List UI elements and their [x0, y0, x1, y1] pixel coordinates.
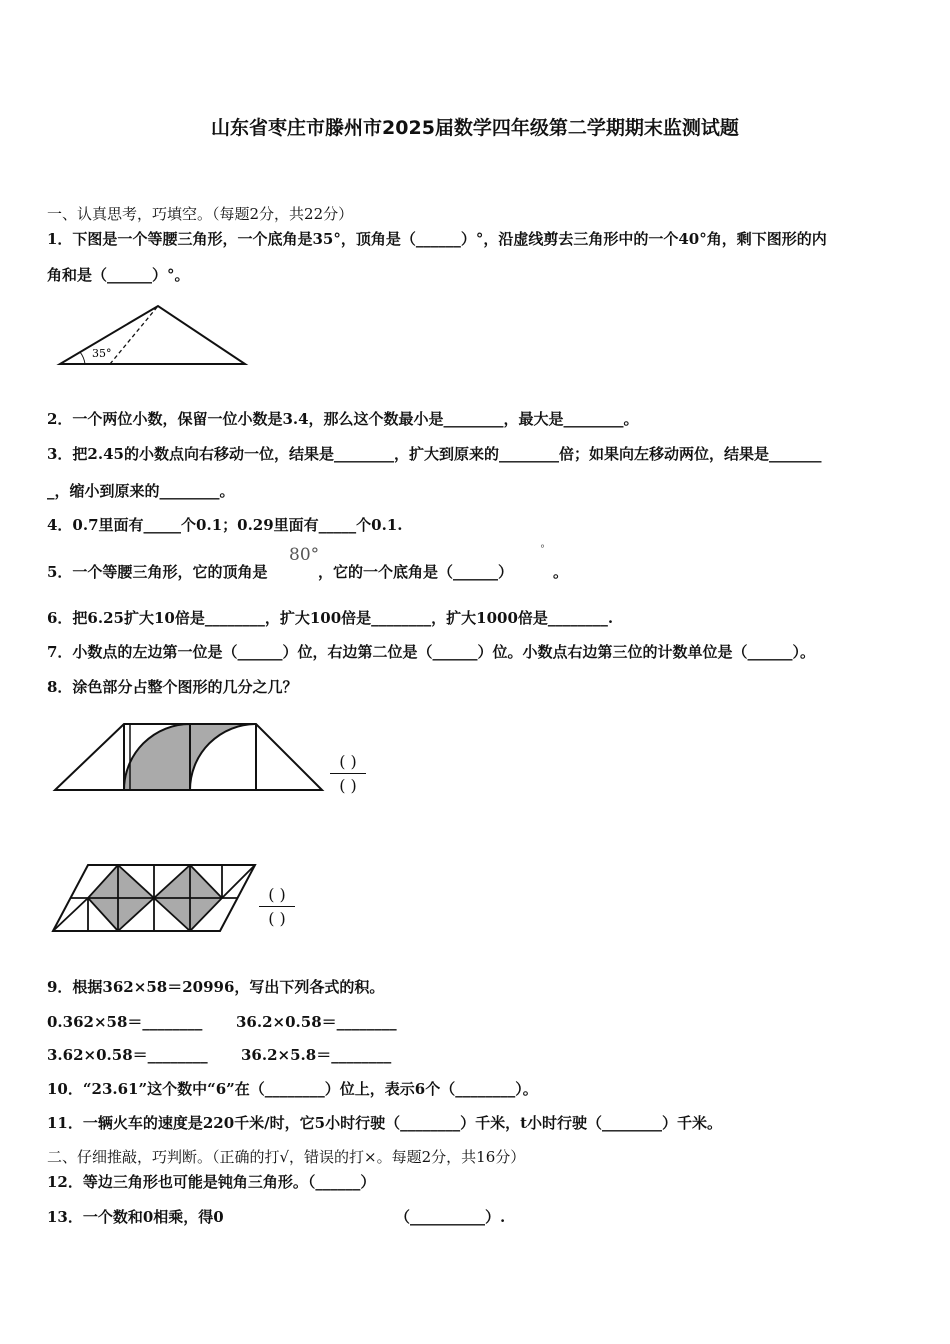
question-1-line-2: 角和是（______）°。 [47, 266, 190, 284]
question-10: 10．“23.61”这个数中“6”在（________）位上，表示6个（________）。 [47, 1080, 538, 1098]
angle-arc [80, 352, 85, 364]
fraction-2-bar [259, 906, 295, 907]
question-3-line-1: 3．把2.45的小数点向右移动一位，结果是________，扩大到原来的________倍；如果向左移动两位，结果是_______ [47, 445, 822, 463]
triangle-outline [60, 306, 245, 364]
fraction-2-denominator: ( ) [268, 909, 286, 928]
question-5-degree: ° [540, 544, 545, 555]
shaded-region-right-fill [190, 724, 256, 790]
angle-label: 35° [92, 347, 112, 360]
question-4: 4．0.7里面有_____个0.1；0.29里面有_____个0.1. [47, 516, 403, 534]
section-1-heading: 一、认真思考，巧填空。（每题2分，共22分） [47, 205, 354, 223]
question-5-angle: 80° [289, 545, 320, 565]
question-5-part-2: ，它的一个底角是（______） [318, 563, 514, 581]
fraction-1-numerator: ( ) [339, 752, 357, 771]
shaded-region-left [124, 724, 190, 790]
isosceles-triangle-figure [55, 302, 255, 372]
question-9-expr-4: 36.2×5.8＝________ [241, 1046, 392, 1064]
trapezoid-figure [52, 718, 327, 793]
question-9-expr-3: 3.62×0.58＝________ [47, 1046, 208, 1064]
fraction-2-numerator: ( ) [268, 885, 286, 904]
d10 [222, 865, 255, 898]
d9 [53, 898, 88, 931]
fraction-1-denominator: ( ) [339, 776, 357, 795]
fraction-1-bar [330, 773, 366, 774]
question-7: 7．小数点的左边第一位是（______）位，右边第二位是（______）位。小数点右边第三位的计数单位是（______）。 [47, 643, 815, 661]
question-5-part-1: 5．一个等腰三角形，它的顶角是 [47, 563, 268, 581]
question-6: 6．把6.25扩大10倍是________，扩大100倍是________，扩大1000倍是________. [47, 609, 614, 627]
section-2-heading: 二、仔细推敲，巧判断。（正确的打√，错误的打×。每题2分，共16分） [47, 1148, 526, 1166]
parallelogram-triangle-figure [50, 862, 265, 937]
question-12: 12．等边三角形也可能是钝角三角形。（______） [47, 1173, 376, 1191]
question-9: 9．根据362×58＝20996，写出下列各式的积。 [47, 978, 385, 996]
fraction-2 [259, 885, 295, 928]
question-5-end: 。 [553, 563, 569, 581]
question-8: 8．涂色部分占整个图形的几分之几？ [47, 678, 298, 696]
question-9-expr-2: 36.2×0.58＝________ [236, 1013, 397, 1031]
question-9-expr-1: 0.362×58＝________ [47, 1013, 203, 1031]
question-3-line-2: _，缩小到原来的________。 [47, 482, 235, 500]
question-13: 13．一个数和0相乘，得0 [47, 1208, 224, 1226]
question-2: 2．一个两位小数，保留一位小数是3.4，那么这个数最小是________，最大是________。 [47, 410, 639, 428]
question-13-blank: （__________）. [395, 1208, 506, 1226]
question-11: 11．一辆火车的速度是220千米/时，它5小时行驶（________）千米，t小时行驶（________）千米。 [47, 1114, 723, 1132]
page-title: 山东省枣庄市滕州市2025届数学四年级第二学期期末监测试题 [211, 117, 739, 139]
question-1-line-1: 1．下图是一个等腰三角形，一个底角是35°，顶角是（______）°，沿虚线剪去三角形中的一个40°角，剩下图形的内 [47, 230, 827, 248]
fraction-1 [330, 752, 366, 795]
dashed-cut-line [110, 306, 158, 364]
